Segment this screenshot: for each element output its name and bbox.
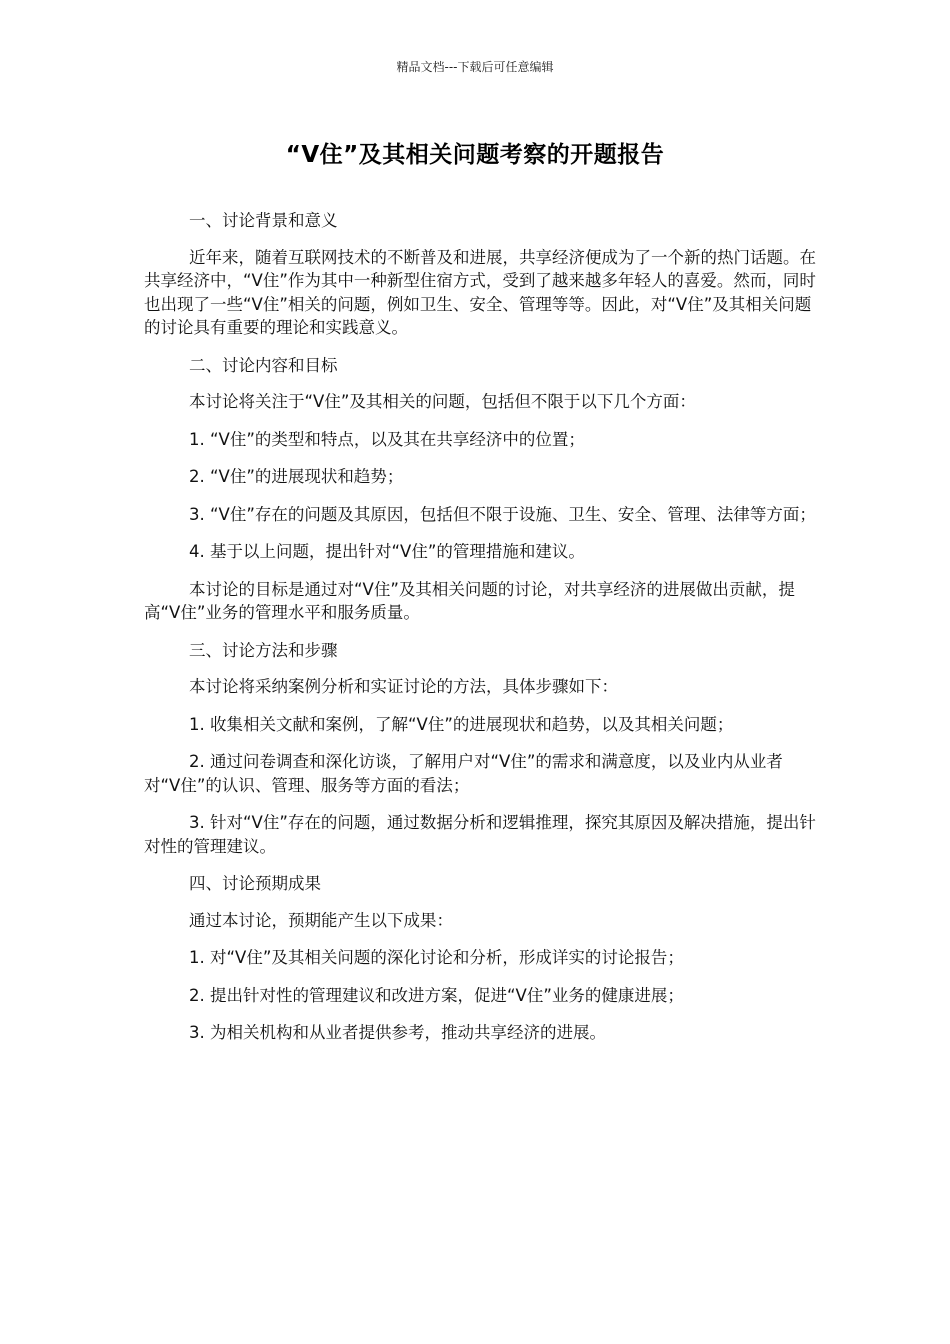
list-item-content-1: 1. “V住”的类型和特点，以及其在共享经济中的位置； — [189, 429, 585, 449]
document-title: “V住”及其相关问题考察的开题报告 — [285, 142, 665, 168]
section-heading-content: 二、讨论内容和目标 — [189, 355, 338, 375]
section-heading-outcomes: 四、讨论预期成果 — [189, 874, 321, 893]
section-heading-method: 三、讨论方法和步骤 — [189, 640, 338, 660]
paragraph-background: 近年来，随着互联网技术的不断普及和进展，共享经济便成为了一个新的热门话题。在共享经济中，“V住”作为其中一种新型住宿方式，受到了越来越多年轻人的喜爱。然而，同时也出现了一些“V住”相关的问题，例如卫生、安全、管理等等。因此，对“V住”及其相关问题的讨论具有重要的理论和实践意义。 — [144, 247, 816, 337]
list-item-method-1: 1. 收集相关文献和案例，了解“V住”的进展现状和趋势，以及其相关问题； — [189, 714, 734, 734]
list-item-outcome-1: 1. 对“V住”及其相关问题的深化讨论和分析，形成详实的讨论报告； — [189, 948, 684, 967]
paragraph-method-intro: 本讨论将采纳案例分析和实证讨论的方法，具体步骤如下： — [189, 677, 618, 696]
watermark-header: 精品文档---下载后可任意编辑 — [396, 60, 554, 74]
list-item-content-4: 4. 基于以上问题，提出针对“V住”的管理措施和建议。 — [189, 542, 585, 561]
paragraph-outcomes-intro: 通过本讨论，预期能产生以下成果： — [189, 910, 453, 930]
paragraph-goal: 本讨论的目标是通过对“V住”及其相关问题的讨论，对共享经济的进展做出贡献，提高“V住”业务的管理水平和服务质量。 — [144, 579, 795, 622]
section-heading-background: 一、讨论背景和意义 — [189, 211, 338, 230]
list-item-outcome-3: 3. 为相关机构和从业者提供参考，推动共享经济的进展。 — [189, 1023, 606, 1042]
document-body — [144, 209, 819, 1059]
list-item-method-3: 3. 针对“V住”存在的问题，通过数据分析和逻辑推理，探究其原因及解决措施，提出针对性的管理建议。 — [144, 813, 816, 856]
list-item-method-2: 2. 通过问卷调查和深化访谈，了解用户对“V住”的需求和满意度，以及业内从业者对“V住”的认识、管理、服务等方面的看法； — [144, 752, 783, 795]
paragraph-content-intro: 本讨论将关注于“V住”及其相关的问题，包括但不限于以下几个方面： — [189, 392, 696, 411]
list-item-outcome-2: 2. 提出针对性的管理建议和改进方案，促进“V住”业务的健康进展； — [189, 985, 684, 1005]
list-item-content-2: 2. “V住”的进展现状和趋势； — [189, 467, 404, 486]
list-item-content-3: 3. “V住”存在的问题及其原因，包括但不限于设施、卫生、安全、管理、法律等方面； — [189, 504, 816, 524]
